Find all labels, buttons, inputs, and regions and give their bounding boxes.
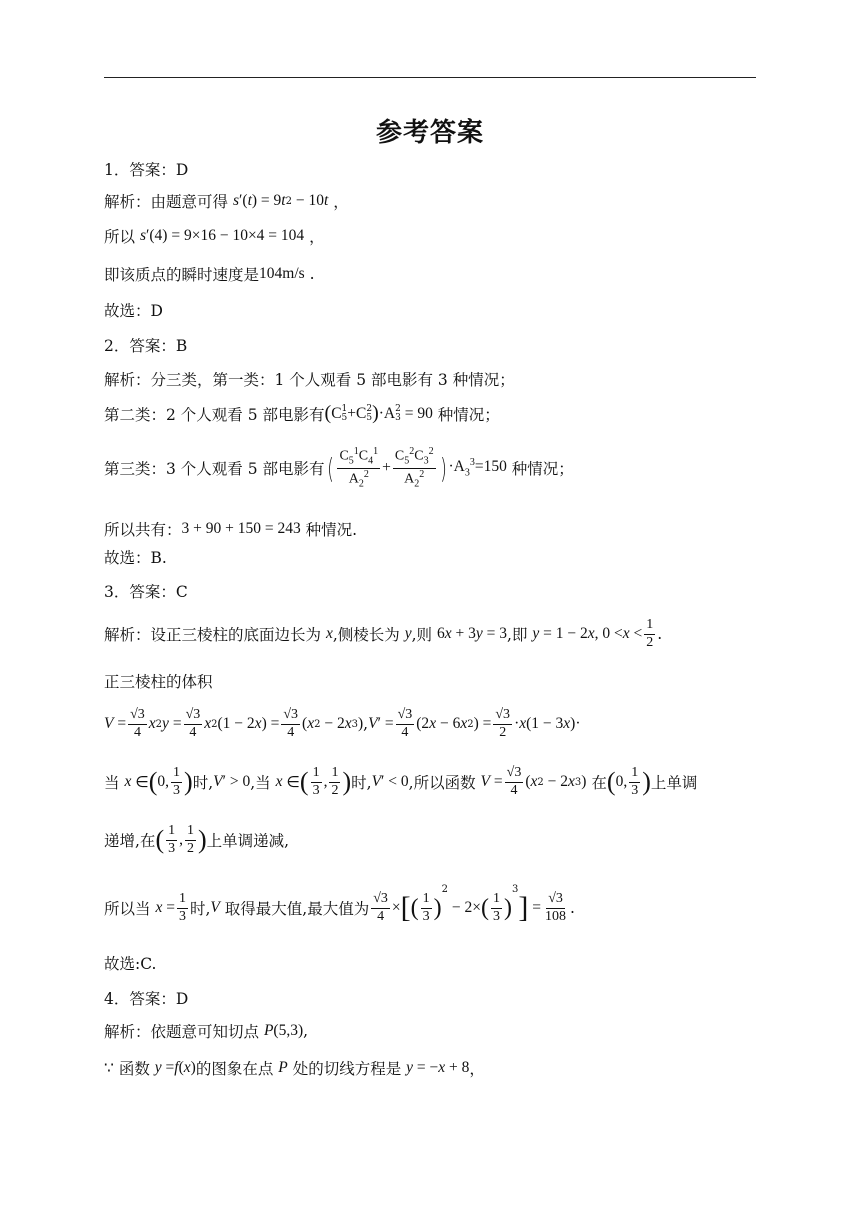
answer-4: 4．答案：D bbox=[104, 990, 189, 1008]
solution-3-volume-label: 正三棱柱的体积 bbox=[104, 673, 213, 691]
solution-3-maximum: 所以当 x = $\frac{1}{3}$ 时, V 取得最大值,最大值为 $\frac{√3}{4}$ × [ ( $\frac{1}{3}$ ) $^2$ − 2× ( $\frac{1}{3}$ ) $^3$ ] = $\frac{√3}{108}$ . bbox=[104, 884, 575, 924]
solution-2-case2: 第二类：2 个人观看 5 部电影有 ( C 1 5 +C 2 5 ) ·A 2 3 = 90 种情况； bbox=[104, 402, 500, 424]
solution-2-choice: 故选：B. bbox=[104, 549, 167, 567]
solution-3-monotonic-cont: 递增,在 ( $\frac{1}{3}$ , $\frac{1}{2}$ ) 上单调递减, bbox=[104, 822, 290, 856]
solution-1-eval: 所以 s ′(4) = 9×16 − 10×4 = 104 ， bbox=[104, 227, 325, 246]
answer-1: 1．答案：D bbox=[104, 161, 189, 179]
solution-1-derivative: 解析：由题意可得 s ′( t ) = 9 t 2 − 10 t ， bbox=[104, 192, 349, 211]
header-rule bbox=[104, 77, 756, 78]
answer-3: 3．答案：C bbox=[104, 583, 188, 601]
solution-2-total: 所以共有： 3 + 90 + 150 = 243 种情况. bbox=[104, 520, 358, 539]
solution-2-case1: 解析：分三类，第一类：1 个人观看 5 部电影有 3 种情况； bbox=[104, 371, 515, 389]
solution-1-choice: 故选：D bbox=[104, 302, 163, 320]
solution-3-monotonic: 当 x ∈ ( 0, $\frac{1}{3}$ ) 时, V ′ > 0 ,当 x ∈ ( $\frac{1}{3}$ , $\frac{1}{2}$ ) 时, V ′ < 0 ,所以函数 V = $\frac{√3}{4}$ ( x 2 − 2 x 3 ) 在 ( 0, $\frac{1}{3}$ ) 上单调 bbox=[104, 764, 698, 798]
solution-1-result: 即该质点的瞬时速度是 104m/s . bbox=[104, 265, 315, 284]
solution-4-point: 解析：依题意可知切点 P (5,3) , bbox=[104, 1022, 309, 1041]
solution-2-case3: 第三类：3 个人观看 5 部电影有 ( $\frac{C_5^1C_4^1}{A_2^2}$ + $\frac{C_5^2C_3^2}{A_2^2}$ ) $\cdot A_3^3=150$ 种情况； bbox=[104, 445, 574, 489]
page-title: 参考答案 bbox=[375, 118, 484, 148]
solution-3-volume-formula: V = $\frac{√3}{4}$ x 2 y = $\frac{√3}{4}$ x 2 (1 − 2 x ) = $\frac{√3}{4}$ ( x 2 − 2 x 3 ) , V ′ = $\frac{√3}{4}$ (2 x − 6 x 2 ) = $\frac{√3}{2}$ · x (1 − 3 x )· bbox=[104, 706, 581, 740]
solution-4-tangent: ∵ 函数 y = f ( x ) 的图象在点 P 处的切线方程是 y = − x + 8 ， bbox=[104, 1059, 485, 1078]
solution-3-choice: 故选:C. bbox=[104, 955, 157, 973]
answer-2: 2．答案：B bbox=[104, 337, 188, 355]
solution-3-setup: 解析：设正三棱柱的底面边长为 x ,侧棱长为 y ,则 6 x + 3 y = 3 ,即 y = 1 − 2 x , 0 < x < $\frac{1}{2}$ . bbox=[104, 616, 663, 650]
